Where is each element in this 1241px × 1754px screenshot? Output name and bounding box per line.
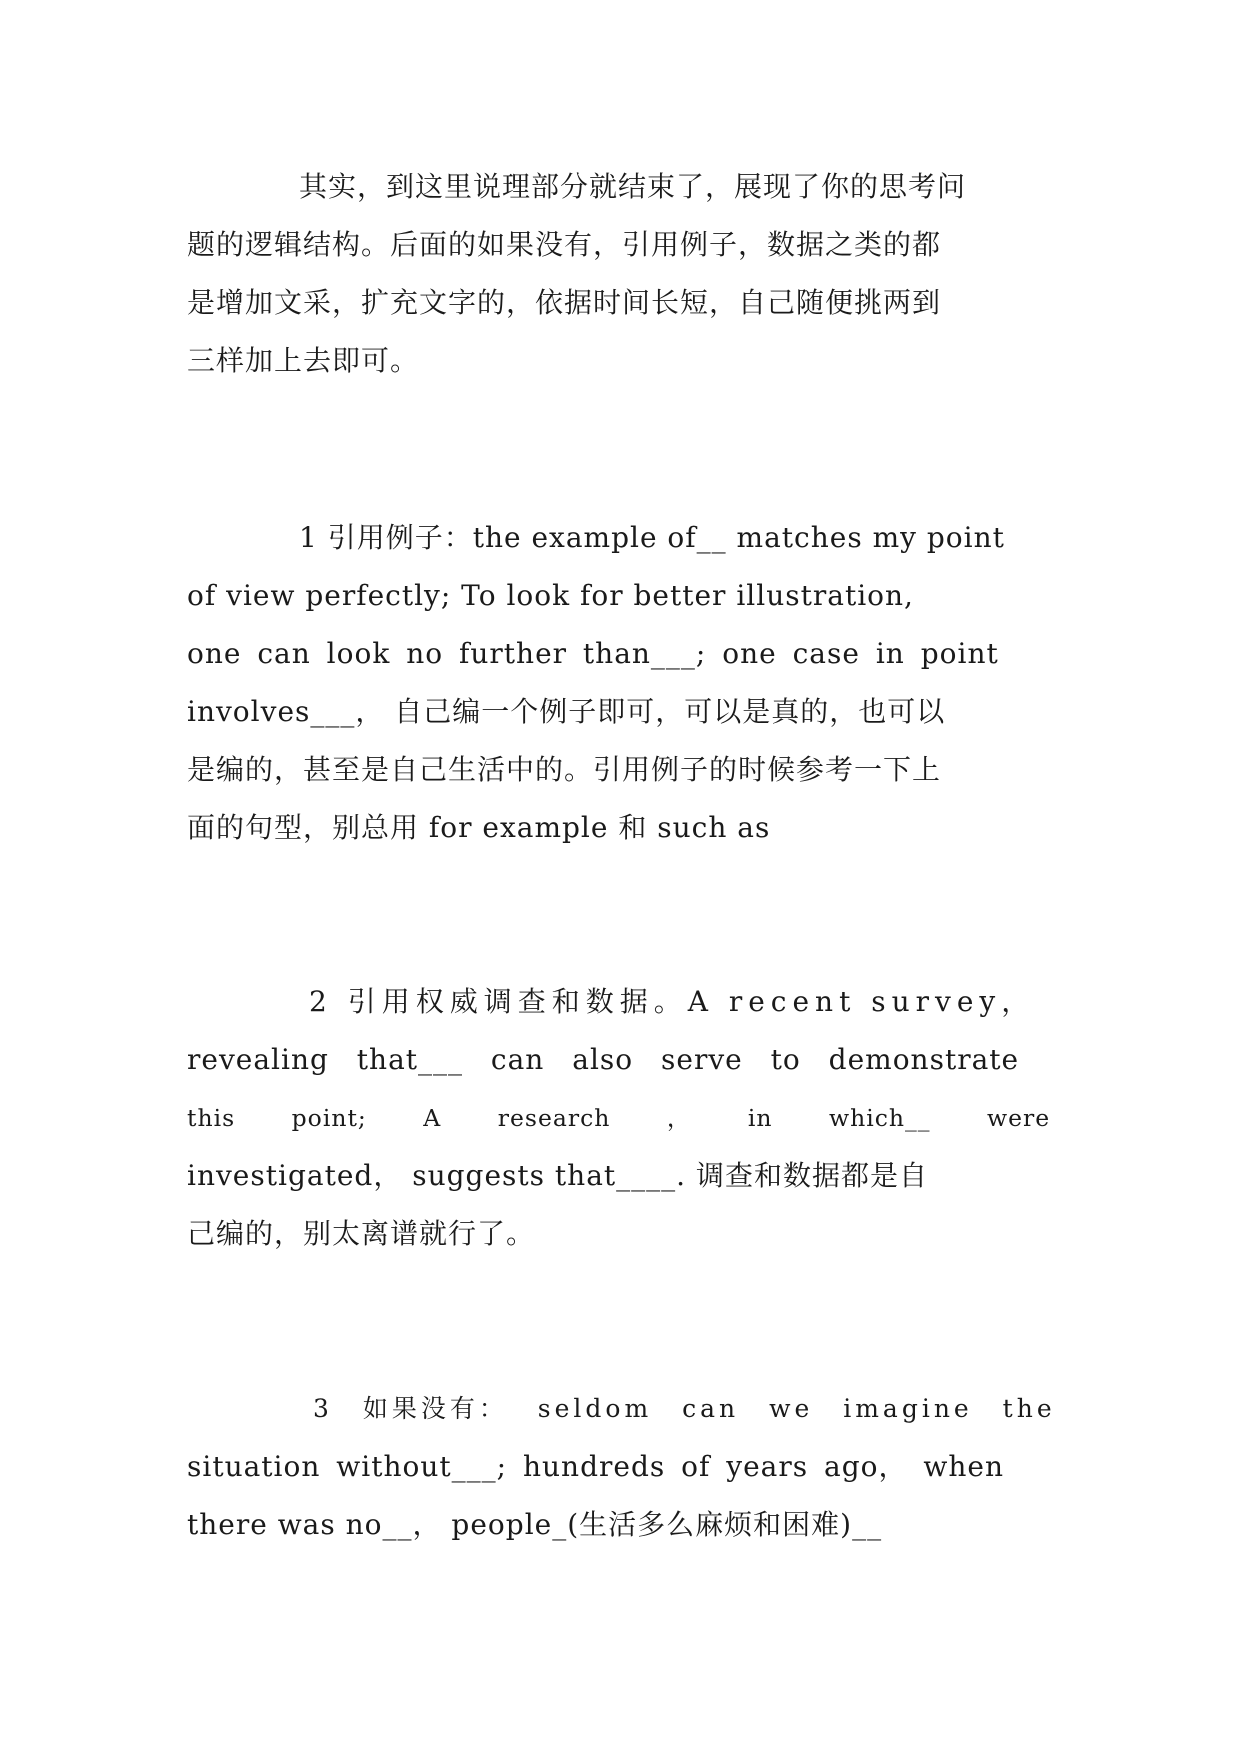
text-line: 其实，到这里说理部分就结束了，展现了你的思考问 [299, 170, 967, 203]
paragraph-survey-data [187, 973, 1057, 1263]
paragraph-summary [187, 158, 1057, 390]
text-line: revealing that___ can also serve to demonstrate [187, 1043, 1020, 1076]
text-line: 是增加文采，扩充文字的，依据时间长短，自己随便挑两到 [187, 286, 942, 319]
paragraph-example-citation [187, 509, 1057, 857]
text-line: 2 引用权威调查和数据。A recent survey， [309, 985, 1036, 1018]
text-line: 三样加上去即可。 [187, 344, 420, 377]
text-line: of view perfectly; To look for better illustration, [187, 579, 914, 612]
text-line: there was no__， people_(生活多么麻烦和困难)__ [187, 1508, 883, 1541]
text-line: 己编的，别太离谱就行了。 [187, 1217, 536, 1250]
text-line: situation without___; hundreds of years ago， when [187, 1450, 1004, 1483]
paragraph-without-scenario [187, 1380, 1057, 1554]
text-line: 题的逻辑结构。后面的如果没有，引用例子，数据之类的都 [187, 228, 942, 261]
text-line: one can look no further than___; one case in point [187, 637, 999, 670]
text-line: investigated， suggests that____. 调查和数据都是自 [187, 1159, 928, 1192]
text-line: this point; A research ， in which__ were [187, 1104, 1051, 1132]
text-line: 是编的，甚至是自己生活中的。引用例子的时候参考一下上 [187, 753, 942, 786]
text-line: 1 引用例子：the example of__ matches my point [299, 521, 1005, 554]
text-line: 面的句型，别总用 for example 和 such as [187, 811, 771, 844]
text-line: involves___， 自己编一个例子即可，可以是真的，也可以 [187, 695, 946, 728]
text-line: 3 如果没有： seldom can we imagine the [313, 1394, 1056, 1423]
